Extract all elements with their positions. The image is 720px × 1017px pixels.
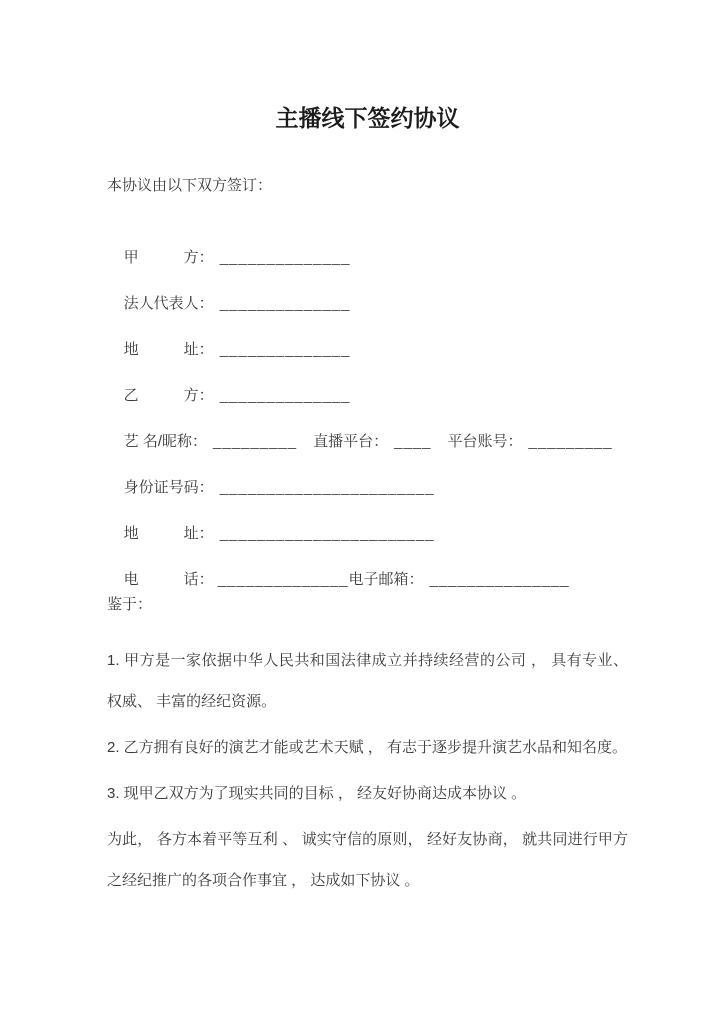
address-a-label: 地 址： (123, 340, 214, 358)
intro-line: 本协议由以下双方签订： (107, 176, 273, 194)
field-row-address-a (107, 318, 628, 358)
field-row-phone-email (107, 548, 628, 588)
legal-representative-blank: ______________ (219, 294, 351, 312)
field-row-party-a (107, 226, 628, 266)
id-number-blank: _______________________ (219, 478, 435, 496)
field-row-id-number (107, 456, 628, 496)
address-b-blank: _______________________ (219, 524, 435, 542)
whereas-label: 鉴于： (107, 595, 153, 613)
platform-account-label: 平台账号： (447, 432, 523, 450)
party-b-label: 乙 方： (123, 386, 214, 404)
field-row-legal-representative (107, 272, 628, 312)
field-row-stage-name (107, 410, 628, 450)
recital-1: 1. 甲方是一家依据中华人民共和国法律成立并持续经营的公司 ， 具有专业、 权威、 丰富的经纪资源。 (107, 651, 628, 710)
party-a-blank: ______________ (219, 248, 351, 266)
email-label: 电子邮箱： (348, 570, 424, 588)
address-b-label: 地 址： (123, 524, 214, 542)
phone-blank: ______________ (217, 570, 349, 588)
stage-name-blank: _________ (213, 432, 298, 450)
id-number-label: 身份证号码： (123, 478, 214, 496)
page-title: 主播线下签约协议 (275, 105, 460, 131)
recital-2: 2. 乙方拥有良好的演艺才能或艺术天赋 ， 有志于逐步提升演艺水品和知名度。 (107, 738, 628, 756)
closing-paragraph: 为此， 各方本着平等互利 、 诚实守信的原则， 经好友协商， 就共同进行甲方之经纪推广的各项合作事宜 ， 达成如下协议 。 (107, 830, 628, 889)
field-row-address-b (107, 502, 628, 542)
party-b-blank: ______________ (219, 386, 351, 404)
platform-account-blank: _________ (528, 432, 613, 450)
field-row-party-b (107, 364, 628, 404)
recital-3: 3. 现甲乙双方为了现实共同的目标 ， 经友好协商达成本协议 。 (107, 784, 527, 802)
legal-representative-label: 法人代表人： (123, 294, 214, 312)
address-a-blank: ______________ (219, 340, 351, 358)
phone-label: 电 话： (123, 570, 214, 588)
party-a-label: 甲 方： (123, 248, 214, 266)
live-platform-blank: ____ (394, 432, 432, 450)
stage-name-label: 艺 名/昵称： (123, 432, 208, 450)
email-blank: _______________ (429, 570, 570, 588)
live-platform-label: 直播平台： (313, 432, 389, 450)
